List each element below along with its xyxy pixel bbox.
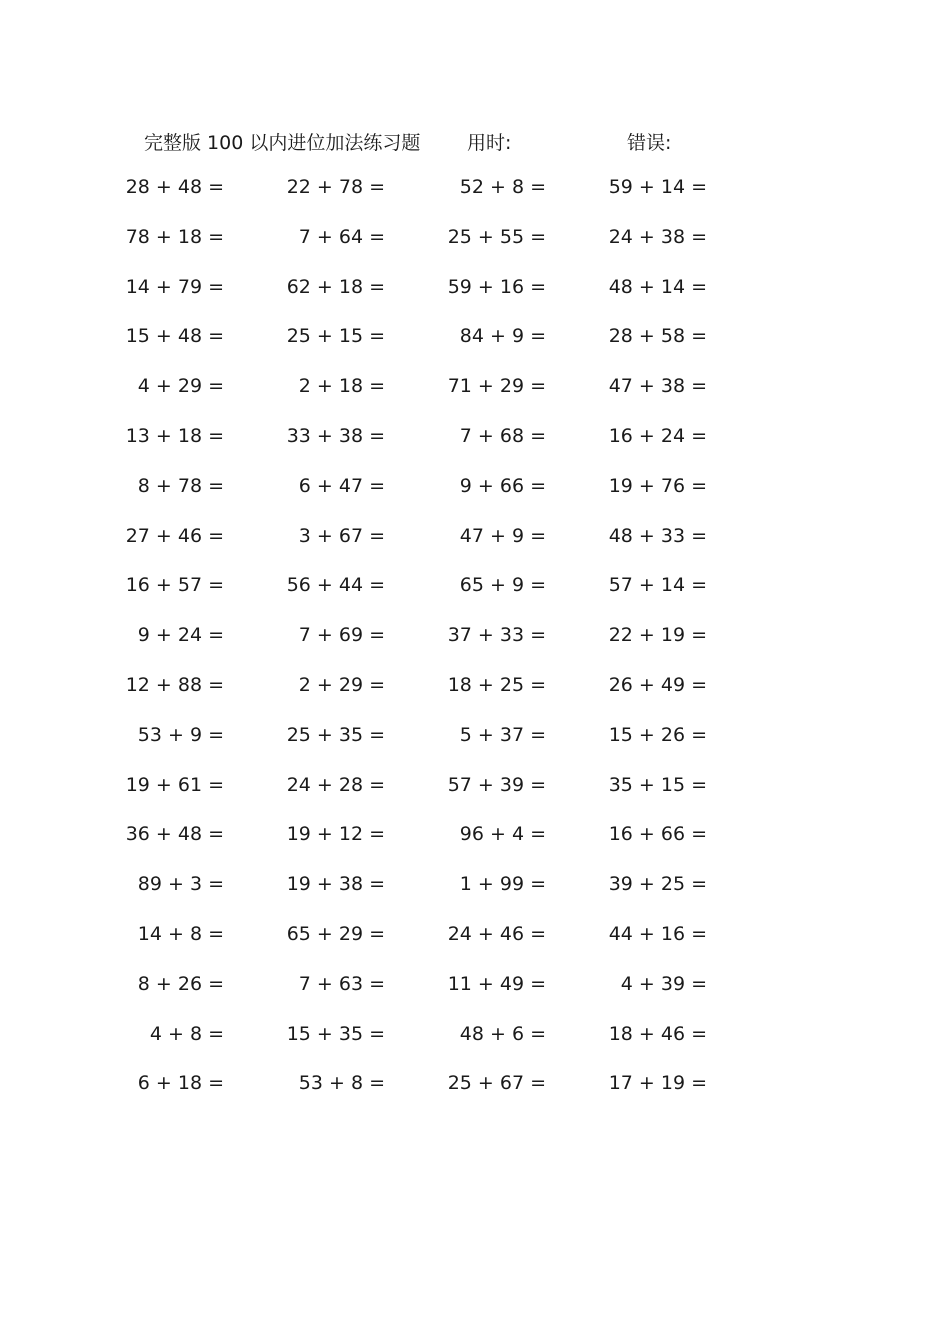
addition-problem: 2 + 18 = <box>298 375 385 398</box>
addition-problem: 14 + 8 = <box>137 922 224 945</box>
addition-problem: 52 + 8 = <box>459 176 546 198</box>
addition-problem: 19 + 61 = <box>125 773 224 796</box>
addition-problem: 6 + 18 = <box>137 1072 224 1095</box>
addition-problem: 59 + 14 = <box>608 176 707 198</box>
addition-problem: 25 + 15 = <box>286 325 385 348</box>
addition-problem: 25 + 55 = <box>447 225 546 248</box>
problem-row <box>0 774 950 824</box>
addition-problem: 19 + 12 = <box>286 823 385 846</box>
addition-problem: 48 + 6 = <box>459 1022 546 1045</box>
addition-problem: 62 + 18 = <box>286 275 385 298</box>
addition-problem: 56 + 44 = <box>286 574 385 597</box>
problem-row <box>0 674 950 724</box>
addition-problem: 16 + 66 = <box>608 823 707 846</box>
addition-problem: 44 + 16 = <box>608 922 707 945</box>
addition-problem: 8 + 78 = <box>137 474 224 497</box>
addition-problem: 53 + 8 = <box>298 1072 385 1095</box>
worksheet-header <box>0 128 950 158</box>
addition-problem: 19 + 76 = <box>608 474 707 497</box>
addition-problem: 28 + 58 = <box>608 325 707 348</box>
addition-problem: 57 + 14 = <box>608 574 707 597</box>
addition-problem: 15 + 26 = <box>608 723 707 746</box>
addition-problem: 16 + 24 = <box>608 424 707 447</box>
addition-problem: 27 + 46 = <box>125 524 224 547</box>
problem-row <box>0 873 950 923</box>
addition-problem: 7 + 69 = <box>298 624 385 647</box>
addition-problem: 18 + 25 = <box>447 673 546 696</box>
addition-problem: 96 + 4 = <box>459 823 546 846</box>
addition-problem: 12 + 88 = <box>125 673 224 696</box>
addition-problem: 47 + 9 = <box>459 524 546 547</box>
addition-problem: 24 + 28 = <box>286 773 385 796</box>
addition-problem: 11 + 49 = <box>447 972 546 995</box>
addition-problem: 3 + 67 = <box>298 524 385 547</box>
addition-problem: 84 + 9 = <box>459 325 546 348</box>
addition-problem: 89 + 3 = <box>137 873 224 896</box>
addition-problem: 6 + 47 = <box>298 474 385 497</box>
addition-problem: 37 + 33 = <box>447 624 546 647</box>
addition-problem: 26 + 49 = <box>608 673 707 696</box>
addition-problem: 18 + 46 = <box>608 1022 707 1045</box>
addition-problem: 8 + 26 = <box>137 972 224 995</box>
addition-problem: 25 + 67 = <box>447 1072 546 1095</box>
addition-problem: 14 + 79 = <box>125 275 224 298</box>
problem-row <box>0 276 950 326</box>
addition-problem: 28 + 48 = <box>125 176 224 198</box>
addition-problem: 48 + 14 = <box>608 275 707 298</box>
addition-problem: 9 + 66 = <box>459 474 546 497</box>
addition-problem: 33 + 38 = <box>286 424 385 447</box>
addition-problem: 15 + 48 = <box>125 325 224 348</box>
addition-problem: 48 + 33 = <box>608 524 707 547</box>
addition-problem: 59 + 16 = <box>447 275 546 298</box>
problem-row <box>0 375 950 425</box>
addition-problem: 22 + 78 = <box>286 176 385 198</box>
problem-row <box>0 1023 950 1073</box>
addition-problem: 78 + 18 = <box>125 225 224 248</box>
addition-problem: 25 + 35 = <box>286 723 385 746</box>
problem-row <box>0 923 950 973</box>
addition-problem: 39 + 25 = <box>608 873 707 896</box>
problem-grid <box>0 176 950 1122</box>
addition-problem: 24 + 38 = <box>608 225 707 248</box>
problem-row <box>0 226 950 276</box>
addition-problem: 15 + 35 = <box>286 1022 385 1045</box>
problem-row <box>0 325 950 375</box>
addition-problem: 16 + 57 = <box>125 574 224 597</box>
addition-problem: 36 + 48 = <box>125 823 224 846</box>
addition-problem: 4 + 39 = <box>620 972 707 995</box>
addition-problem: 13 + 18 = <box>125 424 224 447</box>
addition-problem: 1 + 99 = <box>459 873 546 896</box>
addition-problem: 22 + 19 = <box>608 624 707 647</box>
problem-row <box>0 574 950 624</box>
addition-problem: 71 + 29 = <box>447 375 546 398</box>
problem-row <box>0 724 950 774</box>
addition-problem: 53 + 9 = <box>137 723 224 746</box>
addition-problem: 65 + 9 = <box>459 574 546 597</box>
problem-row <box>0 823 950 873</box>
addition-problem: 65 + 29 = <box>286 922 385 945</box>
addition-problem: 24 + 46 = <box>447 922 546 945</box>
addition-problem: 7 + 63 = <box>298 972 385 995</box>
addition-problem: 57 + 39 = <box>447 773 546 796</box>
addition-problem: 7 + 64 = <box>298 225 385 248</box>
problem-row <box>0 425 950 475</box>
addition-problem: 35 + 15 = <box>608 773 707 796</box>
addition-problem: 4 + 29 = <box>137 375 224 398</box>
addition-problem: 2 + 29 = <box>298 673 385 696</box>
problem-row <box>0 176 950 226</box>
errors-label: 错误: <box>627 132 672 154</box>
addition-problem: 9 + 24 = <box>137 624 224 647</box>
problem-row <box>0 973 950 1023</box>
addition-problem: 17 + 19 = <box>608 1072 707 1095</box>
problem-row <box>0 525 950 575</box>
problem-row <box>0 624 950 674</box>
problem-row <box>0 1072 950 1122</box>
addition-problem: 4 + 8 = <box>149 1022 224 1045</box>
addition-problem: 7 + 68 = <box>459 424 546 447</box>
time-used-label: 用时: <box>467 132 512 154</box>
addition-problem: 47 + 38 = <box>608 375 707 398</box>
worksheet-title: 完整版 100 以内进位加法练习题 <box>144 132 421 154</box>
addition-problem: 19 + 38 = <box>286 873 385 896</box>
problem-row <box>0 475 950 525</box>
addition-problem: 5 + 37 = <box>459 723 546 746</box>
